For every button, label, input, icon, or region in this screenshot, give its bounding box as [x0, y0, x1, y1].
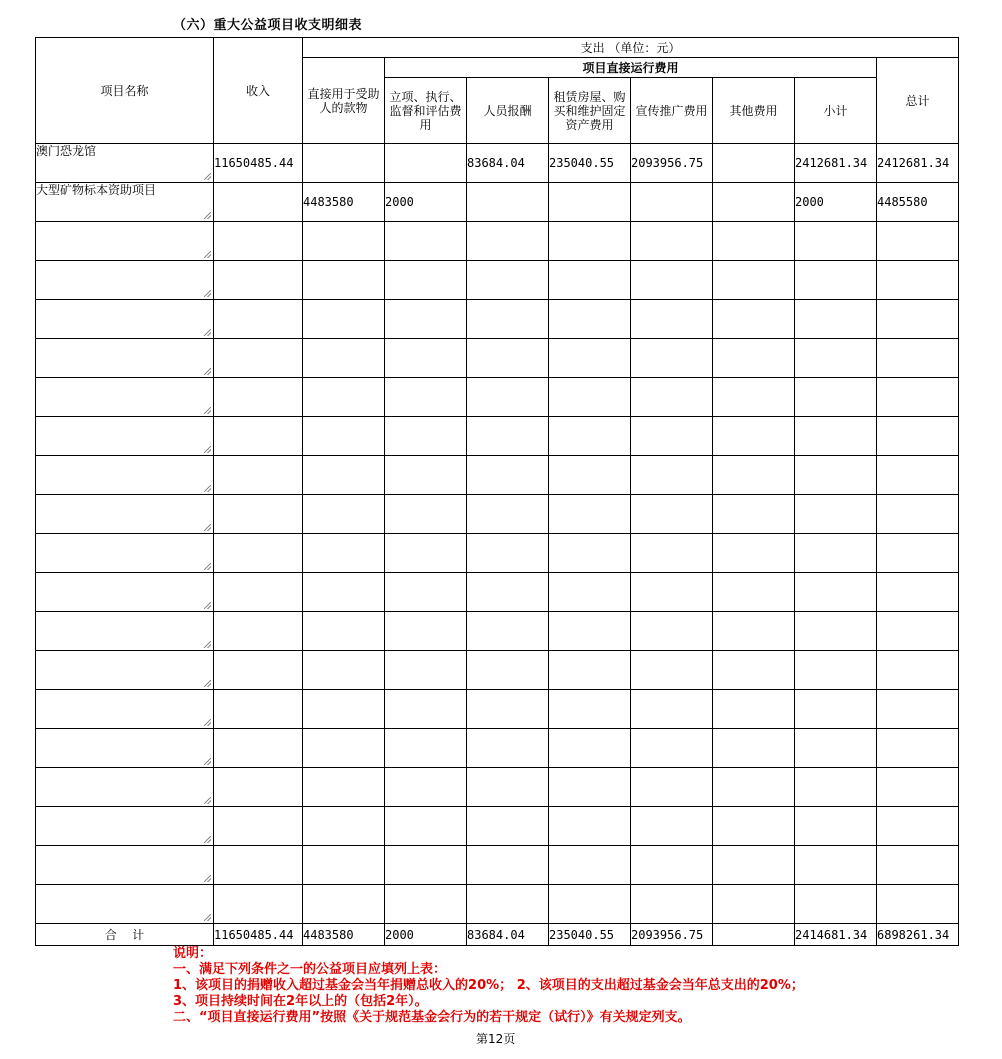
value-cell-personnel[interactable] — [467, 807, 549, 846]
total-label: 合 计 — [36, 924, 214, 946]
value-cell-rent[interactable]: 235040.55 — [549, 144, 631, 183]
value-cell-other[interactable] — [713, 144, 795, 183]
notes-item-2: 二、“项目直接运行费用”按照《关于规范基金会行为的若干规定（试行）》有关规定列支。 — [173, 1010, 691, 1025]
value-cell-rent[interactable] — [549, 300, 631, 339]
project-name-cell[interactable] — [36, 729, 214, 768]
value-cell-personnel[interactable] — [467, 885, 549, 924]
table-row — [36, 495, 959, 534]
value-cell-other[interactable] — [713, 807, 795, 846]
table-row — [36, 417, 959, 456]
page-title: （六）重大公益项目收支明细表 — [173, 18, 363, 33]
notes-section — [173, 946, 823, 1026]
value-cell-promotion[interactable] — [631, 690, 713, 729]
project-name-cell[interactable] — [36, 612, 214, 651]
header-direct-run-group: 项目直接运行费用 — [385, 58, 877, 78]
value-cell-subtotal[interactable] — [795, 690, 877, 729]
value-cell-setup[interactable]: 2000 — [385, 183, 467, 222]
project-name-cell[interactable] — [36, 885, 214, 924]
value-cell-direct[interactable] — [303, 417, 385, 456]
notes-heading: 说明： — [173, 946, 213, 961]
value-cell-rent[interactable] — [549, 768, 631, 807]
resize-grip-icon[interactable] — [204, 446, 211, 453]
value-cell-promotion[interactable] — [631, 456, 713, 495]
table-row — [36, 222, 959, 261]
value-cell-direct[interactable] — [303, 378, 385, 417]
header-promotion: 宣传推广费用 — [631, 78, 713, 144]
value-cell-other[interactable] — [713, 573, 795, 612]
value-cell-personnel[interactable] — [467, 651, 549, 690]
value-cell-promotion[interactable] — [631, 495, 713, 534]
table-row — [36, 768, 959, 807]
total-cell-subtotal: 2414681.34 — [795, 924, 877, 946]
value-cell-other[interactable] — [713, 300, 795, 339]
table-row — [36, 183, 959, 222]
value-cell-total[interactable] — [877, 300, 959, 339]
value-cell-income[interactable] — [214, 222, 303, 261]
value-cell-income[interactable] — [214, 651, 303, 690]
table-row — [36, 885, 959, 924]
table-row — [36, 456, 959, 495]
project-name-cell[interactable] — [36, 456, 214, 495]
project-name-text: 大型矿物标本资助项目 — [36, 183, 157, 197]
value-cell-promotion[interactable] — [631, 768, 713, 807]
total-cell-promotion: 2093956.75 — [631, 924, 713, 946]
value-cell-rent[interactable] — [549, 378, 631, 417]
value-cell-direct[interactable] — [303, 690, 385, 729]
value-cell-personnel[interactable] — [467, 534, 549, 573]
value-cell-total[interactable] — [877, 807, 959, 846]
table-row — [36, 729, 959, 768]
value-cell-rent[interactable] — [549, 690, 631, 729]
value-cell-promotion[interactable] — [631, 261, 713, 300]
project-table — [35, 37, 959, 946]
value-cell-setup[interactable] — [385, 495, 467, 534]
value-cell-setup[interactable] — [385, 612, 467, 651]
value-cell-rent[interactable] — [549, 495, 631, 534]
value-cell-total[interactable] — [877, 651, 959, 690]
value-cell-personnel[interactable] — [467, 768, 549, 807]
resize-grip-icon[interactable] — [204, 485, 211, 492]
value-cell-promotion[interactable] — [631, 612, 713, 651]
value-cell-direct[interactable] — [303, 768, 385, 807]
value-cell-income[interactable] — [214, 690, 303, 729]
header-expense-group: 支出 （单位：元） — [303, 38, 959, 58]
value-cell-promotion[interactable] — [631, 573, 713, 612]
value-cell-subtotal[interactable] — [795, 885, 877, 924]
project-name-cell[interactable] — [36, 573, 214, 612]
header-project-name: 项目名称 — [36, 38, 214, 144]
value-cell-total[interactable] — [877, 378, 959, 417]
project-name-cell[interactable] — [36, 183, 214, 222]
project-name-cell[interactable] — [36, 261, 214, 300]
value-cell-setup[interactable] — [385, 690, 467, 729]
value-cell-promotion[interactable] — [631, 807, 713, 846]
value-cell-subtotal[interactable]: 2412681.34 — [795, 144, 877, 183]
value-cell-setup[interactable] — [385, 534, 467, 573]
value-cell-personnel[interactable] — [467, 378, 549, 417]
value-cell-personnel[interactable] — [467, 573, 549, 612]
value-cell-total[interactable] — [877, 495, 959, 534]
value-cell-subtotal[interactable] — [795, 300, 877, 339]
value-cell-total[interactable] — [877, 417, 959, 456]
value-cell-direct[interactable] — [303, 885, 385, 924]
value-cell-other[interactable] — [713, 378, 795, 417]
value-cell-total[interactable]: 4485580 — [877, 183, 959, 222]
value-cell-subtotal[interactable] — [795, 534, 877, 573]
total-cell-rent: 235040.55 — [549, 924, 631, 946]
value-cell-rent[interactable] — [549, 534, 631, 573]
value-cell-other[interactable] — [713, 885, 795, 924]
resize-grip-icon[interactable] — [204, 251, 211, 258]
value-cell-direct[interactable] — [303, 144, 385, 183]
value-cell-total[interactable] — [877, 222, 959, 261]
value-cell-setup[interactable] — [385, 846, 467, 885]
value-cell-direct[interactable] — [303, 300, 385, 339]
value-cell-personnel[interactable] — [467, 300, 549, 339]
value-cell-subtotal[interactable] — [795, 378, 877, 417]
value-cell-promotion[interactable] — [631, 885, 713, 924]
value-cell-setup[interactable] — [385, 144, 467, 183]
value-cell-rent[interactable] — [549, 456, 631, 495]
value-cell-promotion[interactable] — [631, 651, 713, 690]
value-cell-personnel[interactable] — [467, 183, 549, 222]
value-cell-income[interactable] — [214, 768, 303, 807]
value-cell-income[interactable] — [214, 846, 303, 885]
resize-grip-icon[interactable] — [204, 602, 211, 609]
resize-grip-icon[interactable] — [204, 212, 211, 219]
project-name-cell[interactable] — [36, 807, 214, 846]
table-row — [36, 807, 959, 846]
value-cell-promotion[interactable] — [631, 300, 713, 339]
value-cell-promotion[interactable] — [631, 417, 713, 456]
value-cell-rent[interactable] — [549, 846, 631, 885]
value-cell-rent[interactable] — [549, 573, 631, 612]
value-cell-total[interactable] — [877, 729, 959, 768]
value-cell-other[interactable] — [713, 183, 795, 222]
value-cell-income[interactable] — [214, 495, 303, 534]
value-cell-setup[interactable] — [385, 300, 467, 339]
resize-grip-icon[interactable] — [204, 641, 211, 648]
value-cell-rent[interactable] — [549, 222, 631, 261]
value-cell-income[interactable] — [214, 573, 303, 612]
value-cell-income[interactable] — [214, 339, 303, 378]
header-income: 收入 — [214, 38, 303, 144]
value-cell-promotion[interactable] — [631, 339, 713, 378]
value-cell-direct[interactable] — [303, 339, 385, 378]
value-cell-rent[interactable] — [549, 885, 631, 924]
value-cell-promotion[interactable] — [631, 534, 713, 573]
value-cell-direct[interactable] — [303, 222, 385, 261]
value-cell-personnel[interactable] — [467, 456, 549, 495]
resize-grip-icon[interactable] — [204, 407, 211, 414]
value-cell-promotion[interactable] — [631, 729, 713, 768]
value-cell-setup[interactable] — [385, 651, 467, 690]
value-cell-other[interactable] — [713, 495, 795, 534]
total-cell-direct: 4483580 — [303, 924, 385, 946]
value-cell-income[interactable] — [214, 807, 303, 846]
resize-grip-icon[interactable] — [204, 797, 211, 804]
value-cell-subtotal[interactable] — [795, 807, 877, 846]
total-cell-total: 6898261.34 — [877, 924, 959, 946]
resize-grip-icon[interactable] — [204, 329, 211, 336]
value-cell-total[interactable] — [877, 885, 959, 924]
notes-item-1: 一、满足下列条件之一的公益项目应填列上表： — [173, 962, 447, 977]
value-cell-other[interactable] — [713, 222, 795, 261]
value-cell-promotion[interactable]: 2093956.75 — [631, 144, 713, 183]
value-cell-subtotal[interactable] — [795, 495, 877, 534]
project-name-cell[interactable] — [36, 846, 214, 885]
resize-grip-icon[interactable] — [204, 719, 211, 726]
value-cell-promotion[interactable] — [631, 378, 713, 417]
value-cell-rent[interactable] — [549, 339, 631, 378]
value-cell-personnel[interactable]: 83684.04 — [467, 144, 549, 183]
value-cell-setup[interactable] — [385, 339, 467, 378]
value-cell-other[interactable] — [713, 534, 795, 573]
value-cell-setup[interactable] — [385, 768, 467, 807]
resize-grip-icon[interactable] — [204, 290, 211, 297]
value-cell-income[interactable] — [214, 261, 303, 300]
value-cell-total[interactable] — [877, 339, 959, 378]
table-row — [36, 846, 959, 885]
resize-grip-icon[interactable] — [204, 758, 211, 765]
value-cell-other[interactable] — [713, 261, 795, 300]
value-cell-subtotal[interactable] — [795, 729, 877, 768]
total-row — [36, 924, 959, 946]
value-cell-setup[interactable] — [385, 885, 467, 924]
value-cell-direct[interactable] — [303, 846, 385, 885]
value-cell-other[interactable] — [713, 417, 795, 456]
project-name-cell[interactable] — [36, 144, 214, 183]
header-project-setup: 立项、执行、监督和评估费用 — [385, 78, 467, 144]
value-cell-income[interactable] — [214, 885, 303, 924]
value-cell-rent[interactable] — [549, 261, 631, 300]
value-cell-subtotal[interactable] — [795, 846, 877, 885]
value-cell-total[interactable] — [877, 573, 959, 612]
value-cell-income[interactable] — [214, 612, 303, 651]
project-name-text: 澳门恐龙馆 — [36, 144, 97, 158]
value-cell-personnel[interactable] — [467, 729, 549, 768]
value-cell-subtotal[interactable] — [795, 339, 877, 378]
resize-grip-icon[interactable] — [204, 680, 211, 687]
value-cell-direct[interactable] — [303, 573, 385, 612]
value-cell-personnel[interactable] — [467, 339, 549, 378]
project-name-cell[interactable] — [36, 534, 214, 573]
value-cell-rent[interactable] — [549, 651, 631, 690]
table-row — [36, 612, 959, 651]
value-cell-personnel[interactable] — [467, 612, 549, 651]
value-cell-income[interactable] — [214, 378, 303, 417]
table-row — [36, 534, 959, 573]
header-subtotal: 小计 — [795, 78, 877, 144]
project-name-cell[interactable] — [36, 339, 214, 378]
value-cell-setup[interactable] — [385, 261, 467, 300]
value-cell-total[interactable] — [877, 612, 959, 651]
value-cell-direct[interactable]: 4483580 — [303, 183, 385, 222]
table-row — [36, 144, 959, 183]
total-cell-personnel: 83684.04 — [467, 924, 549, 946]
value-cell-direct[interactable] — [303, 612, 385, 651]
project-name-cell[interactable] — [36, 495, 214, 534]
project-name-cell[interactable] — [36, 651, 214, 690]
value-cell-total[interactable] — [877, 846, 959, 885]
header-total: 总计 — [877, 58, 959, 144]
value-cell-promotion[interactable] — [631, 183, 713, 222]
notes-item-1-detail: 1、该项目的捐赠收入超过基金会当年捐赠总收入的20%； 2、该项目的支出超过基金会当年总支出的20%； 3、项目持续时间在2年以上的（包括2年）。 — [173, 978, 804, 1009]
value-cell-income[interactable]: 11650485.44 — [214, 144, 303, 183]
header-rent: 租赁房屋、购买和维护固定资产费用 — [549, 78, 631, 144]
value-cell-other[interactable] — [713, 339, 795, 378]
resize-grip-icon[interactable] — [204, 836, 211, 843]
resize-grip-icon[interactable] — [204, 563, 211, 570]
project-name-cell[interactable] — [36, 417, 214, 456]
value-cell-subtotal[interactable] — [795, 222, 877, 261]
project-name-cell[interactable] — [36, 768, 214, 807]
value-cell-subtotal[interactable] — [795, 456, 877, 495]
value-cell-other[interactable] — [713, 729, 795, 768]
value-cell-direct[interactable] — [303, 261, 385, 300]
value-cell-subtotal[interactable] — [795, 417, 877, 456]
table-row — [36, 573, 959, 612]
value-cell-promotion[interactable] — [631, 846, 713, 885]
value-cell-income[interactable] — [214, 729, 303, 768]
value-cell-personnel[interactable] — [467, 417, 549, 456]
value-cell-subtotal[interactable] — [795, 573, 877, 612]
value-cell-direct[interactable] — [303, 807, 385, 846]
page-number: 第12页 — [476, 1032, 516, 1046]
value-cell-other[interactable] — [713, 690, 795, 729]
value-cell-income[interactable] — [214, 534, 303, 573]
table-row — [36, 651, 959, 690]
total-cell-income: 11650485.44 — [214, 924, 303, 946]
value-cell-income[interactable] — [214, 183, 303, 222]
value-cell-other[interactable] — [713, 846, 795, 885]
project-name-cell[interactable] — [36, 222, 214, 261]
value-cell-income[interactable] — [214, 300, 303, 339]
value-cell-subtotal[interactable]: 2000 — [795, 183, 877, 222]
value-cell-direct[interactable] — [303, 729, 385, 768]
resize-grip-icon[interactable] — [204, 173, 211, 180]
value-cell-promotion[interactable] — [631, 222, 713, 261]
value-cell-direct[interactable] — [303, 651, 385, 690]
header-other: 其他费用 — [713, 78, 795, 144]
resize-grip-icon[interactable] — [204, 524, 211, 531]
table-row — [36, 339, 959, 378]
value-cell-subtotal[interactable] — [795, 651, 877, 690]
value-cell-other[interactable] — [713, 612, 795, 651]
table-row — [36, 300, 959, 339]
value-cell-setup[interactable] — [385, 378, 467, 417]
total-cell-other — [713, 924, 795, 946]
value-cell-direct[interactable] — [303, 456, 385, 495]
total-cell-setup: 2000 — [385, 924, 467, 946]
value-cell-rent[interactable] — [549, 417, 631, 456]
value-cell-other[interactable] — [713, 768, 795, 807]
value-cell-personnel[interactable] — [467, 261, 549, 300]
value-cell-other[interactable] — [713, 651, 795, 690]
value-cell-rent[interactable] — [549, 729, 631, 768]
value-cell-total[interactable] — [877, 534, 959, 573]
value-cell-total[interactable] — [877, 690, 959, 729]
table-row — [36, 261, 959, 300]
value-cell-total[interactable] — [877, 456, 959, 495]
value-cell-personnel[interactable] — [467, 495, 549, 534]
value-cell-subtotal[interactable] — [795, 768, 877, 807]
value-cell-direct[interactable] — [303, 534, 385, 573]
value-cell-personnel[interactable] — [467, 222, 549, 261]
value-cell-other[interactable] — [713, 456, 795, 495]
value-cell-personnel[interactable] — [467, 846, 549, 885]
value-cell-rent[interactable] — [549, 612, 631, 651]
project-name-cell[interactable] — [36, 378, 214, 417]
value-cell-subtotal[interactable] — [795, 612, 877, 651]
value-cell-rent[interactable] — [549, 183, 631, 222]
value-cell-setup[interactable] — [385, 807, 467, 846]
value-cell-income[interactable] — [214, 417, 303, 456]
header-personnel: 人员报酬 — [467, 78, 549, 144]
value-cell-total[interactable] — [877, 261, 959, 300]
header-direct-beneficiary: 直接用于受助人的款物 — [303, 58, 385, 144]
value-cell-setup[interactable] — [385, 729, 467, 768]
value-cell-setup[interactable] — [385, 222, 467, 261]
value-cell-setup[interactable] — [385, 573, 467, 612]
value-cell-setup[interactable] — [385, 417, 467, 456]
resize-grip-icon[interactable] — [204, 914, 211, 921]
value-cell-subtotal[interactable] — [795, 261, 877, 300]
value-cell-total[interactable]: 2412681.34 — [877, 144, 959, 183]
project-name-cell[interactable] — [36, 690, 214, 729]
table-row — [36, 690, 959, 729]
value-cell-direct[interactable] — [303, 495, 385, 534]
value-cell-rent[interactable] — [549, 807, 631, 846]
resize-grip-icon[interactable] — [204, 368, 211, 375]
value-cell-income[interactable] — [214, 456, 303, 495]
resize-grip-icon[interactable] — [204, 875, 211, 882]
value-cell-total[interactable] — [877, 768, 959, 807]
table-row — [36, 378, 959, 417]
project-name-cell[interactable] — [36, 300, 214, 339]
value-cell-personnel[interactable] — [467, 690, 549, 729]
value-cell-setup[interactable] — [385, 456, 467, 495]
